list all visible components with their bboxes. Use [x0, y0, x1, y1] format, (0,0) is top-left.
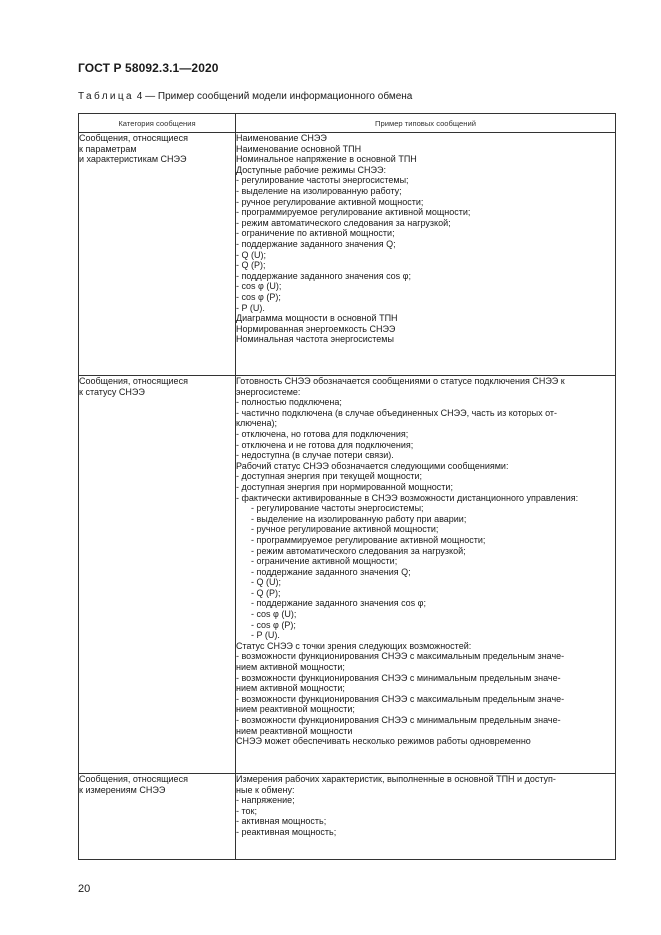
message-line: Наименование основной ТПН [236, 143, 362, 154]
message-line: Рабочий статус СНЭЭ обозначается следующими сообщениями: [236, 460, 509, 471]
message-line: Диаграмма мощности в основной ТПН [236, 313, 398, 324]
message-line: - режим автоматического следования за нагрузкой; [236, 217, 451, 228]
message-line: - регулирование частоты энергосистемы; [251, 503, 424, 514]
table-row [79, 376, 616, 774]
message-line: - фактически активированные в СНЭЭ возможности дистанционного управления: [236, 492, 579, 503]
table-body [79, 133, 616, 860]
table-caption-label: Таблица [78, 91, 135, 102]
message-line: нием реактивной мощности; [236, 704, 355, 715]
message-line: Нормированная энергоемкость СНЭЭ [236, 323, 396, 334]
message-line: - поддержание заданного значения Q; [251, 566, 411, 577]
category-line: Сообщения, относящиеся [79, 133, 188, 143]
message-line: - Q (P); [251, 587, 281, 598]
message-line: - возможности функционирования СНЭЭ с максимальным предельным значе- [236, 693, 565, 704]
message-line: - доступная энергия при нормированной мощности; [236, 481, 453, 492]
category-cell [79, 376, 236, 774]
message-line: - Q (U); [251, 577, 281, 588]
table-caption-text: 4 — Пример сообщений модели информационного обмена [134, 91, 413, 102]
message-line: - P (U). [251, 630, 280, 641]
page-number: 20 [78, 883, 91, 895]
message-line: СНЭЭ может обеспечивать несколько режимов работы одновременно [236, 736, 531, 747]
table-caption [78, 91, 412, 102]
message-line: - режим автоматического следования за нагрузкой; [251, 545, 466, 556]
message-line: Измерения рабочих характеристик, выполненные в основной ТПН и доступ- [236, 774, 556, 784]
message-line: - регулирование частоты энергосистемы; [236, 175, 409, 186]
table-row [79, 133, 616, 376]
message-line: - cos φ (U); [236, 281, 282, 292]
message-line: - cos φ (P); [236, 291, 281, 302]
message-line: - доступная энергия при текущей мощности; [236, 471, 422, 482]
message-line: - поддержание заданного значения cos φ; [251, 598, 426, 609]
message-line: - реактивная мощность; [236, 826, 337, 837]
message-line: - отключена и не готова для подключения; [236, 439, 414, 450]
category-line: Сообщения, относящиеся [79, 376, 188, 386]
message-line: - частично подключена (в случае объединенных СНЭЭ, часть из которых от- [236, 407, 558, 418]
category-line: Сообщения, относящиеся [79, 774, 188, 784]
message-line: Наименование СНЭЭ [236, 133, 327, 143]
examples-cell [236, 774, 616, 860]
message-line: - cos φ (U); [251, 609, 297, 620]
message-line: - программируемое регулирование активной мощности; [251, 534, 486, 545]
message-line: нием активной мощности; [236, 683, 345, 694]
category-line: к статусу СНЭЭ [79, 386, 145, 397]
column-header-category: Категория сообщения [79, 114, 236, 133]
message-line: ные к обмену: [236, 784, 295, 795]
message-line: - напряжение; [236, 795, 295, 806]
message-line: - P (U). [236, 302, 265, 313]
message-line: - поддержание заданного значения cos φ; [236, 270, 411, 281]
examples-cell [236, 376, 616, 774]
messages-table [78, 113, 616, 860]
message-line: - возможности функционирования СНЭЭ с максимальным предельным значе- [236, 651, 565, 662]
message-line: - программируемое регулирование активной мощности; [236, 207, 471, 218]
message-line: Номинальная частота энергосистемы [236, 334, 394, 345]
message-line: Статус СНЭЭ с точки зрения следующих возможностей: [236, 640, 472, 651]
category-cell [79, 133, 236, 376]
message-line: - ограничение по активной мощности; [236, 228, 395, 239]
table-header-row [79, 114, 616, 133]
message-line: нием активной мощности; [236, 662, 345, 673]
message-line: - недоступна (в случае потери связи). [236, 450, 394, 461]
message-line: - выделение на изолированную работу при аварии; [251, 513, 467, 524]
message-line: - cos φ (P); [251, 619, 296, 630]
category-line: и характеристикам СНЭЭ [79, 154, 187, 165]
message-line: Доступные рабочие режимы СНЭЭ: [236, 164, 386, 175]
category-cell [79, 774, 236, 860]
message-line: - ручное регулирование активной мощности; [251, 524, 439, 535]
message-line: - Q (P); [236, 260, 266, 271]
category-line: к измерениям СНЭЭ [79, 784, 166, 795]
column-header-examples: Пример типовых сообщений [236, 114, 616, 133]
message-line: Готовность СНЭЭ обозначается сообщениями о статусе подключения СНЭЭ к [236, 376, 565, 386]
message-line: - возможности функционирования СНЭЭ с минимальным предельным значе- [236, 672, 561, 683]
message-line: - ручное регулирование активной мощности; [236, 196, 424, 207]
table-row [79, 774, 616, 860]
message-line: - ток; [236, 805, 257, 816]
message-line: - возможности функционирования СНЭЭ с минимальным предельным значе- [236, 715, 561, 725]
message-line: - ограничение активной мощности; [251, 556, 398, 567]
message-line: - полностью подключена; [236, 397, 342, 408]
message-line: ключена); [236, 418, 278, 429]
category-line: к параметрам [79, 143, 137, 154]
message-line: Номинальное напряжение в основной ТПН [236, 154, 417, 165]
message-line: нием реактивной мощности [236, 725, 353, 736]
document-header: ГОСТ Р 58092.3.1—2020 [78, 61, 219, 75]
message-line: - активная мощность; [236, 816, 327, 827]
message-line: - выделение на изолированную работу; [236, 185, 402, 196]
message-line: - поддержание заданного значения Q; [236, 238, 396, 249]
message-line: энергосистеме: [236, 386, 301, 397]
message-line: - отключена, но готова для подключения; [236, 428, 409, 439]
message-line: - Q (U); [236, 249, 266, 260]
examples-cell [236, 133, 616, 376]
